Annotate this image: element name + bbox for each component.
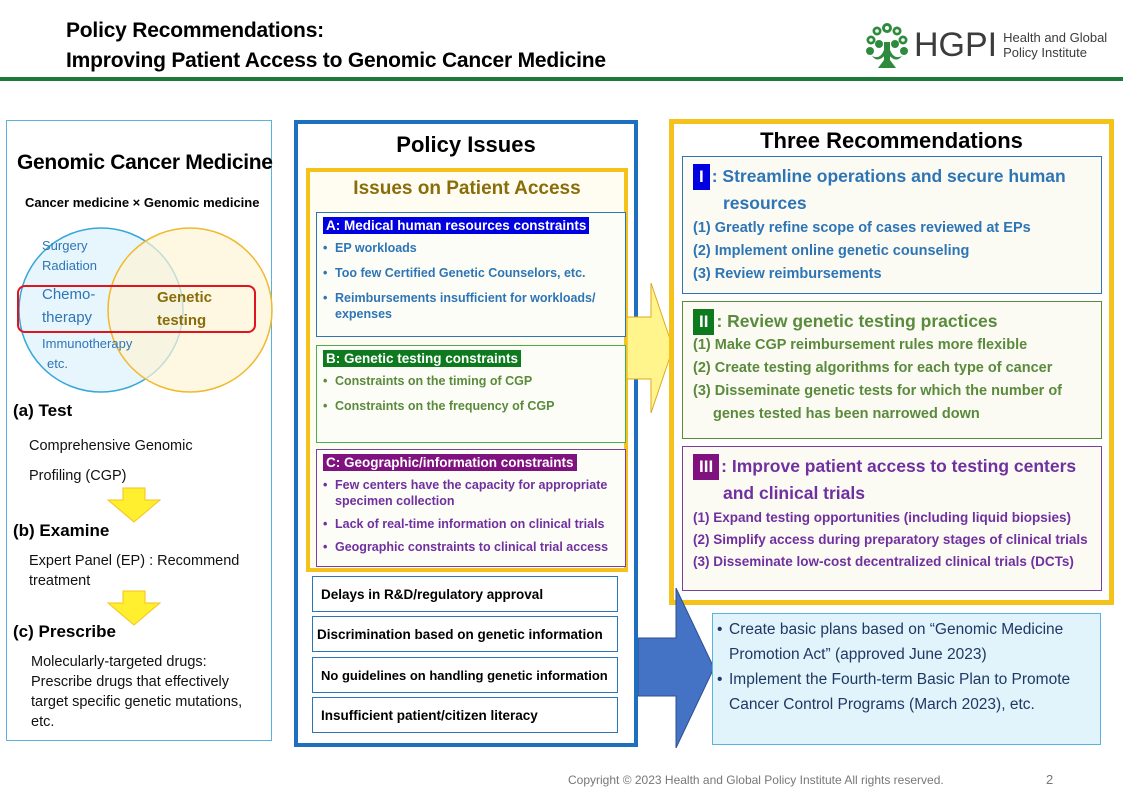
step-prescribe-text: [31, 652, 242, 732]
tree-logo-icon: [864, 20, 910, 70]
step-examine-line-1: Expert Panel (EP) : Recommend: [29, 553, 240, 569]
recommendation-1-heading-line-2: resources: [723, 193, 807, 213]
down-arrow-icon: [107, 487, 161, 523]
issue-group-a-header: A: Medical human resources constraints: [323, 217, 589, 234]
step-prescribe-heading: (c) Prescribe: [13, 622, 116, 641]
policy-issues-panel: [294, 120, 638, 747]
panel-title: Genomic Cancer Medicine: [17, 151, 273, 174]
recommendation-3-items: [693, 507, 1088, 573]
other-issue-item: Delays in R&D/regulatory approval: [312, 576, 618, 612]
step-test-line-2: Profiling (CGP): [29, 468, 127, 484]
list-item: • Reimbursements insufficient for workloads/ expenses: [323, 290, 625, 322]
list-item: • Too few Certified Genetic Counselors, etc.: [323, 265, 625, 281]
patient-access-box: [306, 168, 628, 572]
recommendation-3: [682, 446, 1102, 591]
step-prescribe-line-3: target specific genetic mutations,: [31, 694, 243, 710]
list-item: • Lack of real-time information on clinical trials: [323, 516, 625, 532]
step-prescribe-line-2: Prescribe drugs that effectively: [31, 674, 229, 690]
venn-label-surgery: Surgery: [42, 238, 88, 253]
venn-label-immunotherapy: Immunotherapy: [42, 336, 133, 351]
recommendation-1-heading-line-1: : Streamline operations and secure human: [711, 166, 1066, 186]
list-item: (2) Implement online genetic counseling: [693, 243, 970, 259]
list-item: • Few centers have the capacity for appropriate specimen collection: [323, 477, 625, 509]
step-examine-line-2: treatment: [29, 573, 91, 589]
other-issue-item: Insufficient patient/citizen literacy: [312, 697, 618, 733]
list-item: (3) Disseminate low-cost decentralized clinical trials (DCTs): [693, 554, 1074, 569]
venn-label-chemo: Chemo-: [42, 286, 96, 303]
issue-group-b: [316, 345, 626, 443]
list-item: • Constraints on the frequency of CGP: [323, 398, 625, 414]
list-item: • Geographic constraints to clinical trial access: [323, 539, 625, 555]
patient-access-title: Issues on Patient Access: [353, 178, 581, 199]
issue-group-b-list: [323, 373, 625, 414]
venn-label-testing: testing: [157, 312, 207, 329]
title-line-2: Improving Patient Access to Genomic Cancer Medicine: [66, 49, 606, 72]
list-item: • Create basic plans based on “Genomic Medicine Promotion Act” (approved June 2023): [717, 617, 1094, 667]
recommendation-3-badge: III: [693, 454, 719, 480]
venn-diagram: [7, 217, 273, 407]
list-item: • Constraints on the timing of CGP: [323, 373, 625, 389]
venn-label-therapy: therapy: [42, 309, 93, 326]
list-item: • Implement the Fourth-term Basic Plan to Promote Cancer Control Programs (March 2023), etc.: [717, 667, 1094, 717]
list-item: (2) Create testing algorithms for each type of cancer: [693, 360, 1053, 376]
step-prescribe-line-4: etc.: [31, 714, 55, 730]
step-examine-text: [29, 551, 239, 591]
issue-group-c-header: C: Geographic/information constraints: [323, 454, 577, 471]
list-item: (3) Review reimbursements: [693, 266, 882, 282]
genomic-medicine-circle: [108, 228, 272, 392]
list-item: (2) Simplify access during preparatory stages of clinical trials: [693, 532, 1088, 547]
issue-group-a: [316, 212, 626, 337]
step-test-line-1: Comprehensive Genomic: [29, 438, 193, 454]
recommendation-2-heading-line-1: : Review genetic testing practices: [716, 311, 998, 331]
issue-group-c-list: [323, 477, 625, 555]
recommendation-2-heading: [693, 308, 998, 335]
step-test-text: [29, 431, 193, 491]
venn-label-radiation: Radiation: [42, 258, 97, 273]
recommendation-1: [682, 156, 1102, 294]
recommendation-3-heading-line-1: : Improve patient access to testing centers: [721, 456, 1077, 476]
logo-subtitle: [1003, 30, 1107, 60]
basic-plans-box: [712, 613, 1101, 745]
venn-label-etc: etc.: [47, 356, 68, 371]
list-item: • EP workloads: [323, 240, 625, 256]
copyright-text: Copyright © 2023 Health and Global Policy Institute All rights reserved.: [568, 773, 944, 787]
other-issue-item: No guidelines on handling genetic information: [312, 657, 618, 693]
title-divider: [0, 77, 1123, 81]
list-item: (3) Disseminate genetic tests for which the number of genes tested has been narrowed down: [693, 383, 1063, 422]
recommendation-2-items: [693, 334, 1088, 426]
step-prescribe-line-1: Molecularly-targeted drugs:: [31, 654, 207, 670]
logo-subtitle-line-1: Health and Global: [1003, 30, 1108, 45]
recommendation-3-heading: [693, 453, 1076, 506]
list-item: (1) Make CGP reimbursement rules more flexible: [693, 337, 1028, 353]
recommendation-2-badge: II: [693, 309, 714, 335]
recommendation-1-heading: [693, 163, 1066, 216]
list-item: (1) Expand testing opportunities (including liquid biopsies): [693, 510, 1071, 525]
recommendations-title: Three Recommendations: [760, 128, 1023, 153]
list-item: (1) Greatly refine scope of cases reviewed at EPs: [693, 220, 1031, 236]
right-arrow-yellow-icon: [627, 283, 675, 413]
panel-subtitle: Cancer medicine × Genomic medicine: [25, 195, 260, 210]
page-number: 2: [1046, 772, 1054, 787]
recommendation-2: [682, 301, 1102, 439]
down-arrow-icon: [107, 590, 161, 626]
step-examine-heading: (b) Examine: [13, 521, 110, 540]
genomic-cancer-medicine-panel: [6, 120, 272, 741]
logo-subtitle-line-2: Policy Institute: [1003, 45, 1087, 60]
recommendation-1-badge: I: [693, 164, 710, 190]
hgpi-logo: [864, 19, 1107, 71]
recommendation-3-heading-line-2: and clinical trials: [723, 483, 865, 503]
logo-wordmark: HGPI: [914, 25, 998, 64]
policy-issues-title: Policy Issues: [396, 132, 536, 157]
venn-label-genetic: Genetic: [157, 289, 213, 306]
issue-group-a-list: [323, 240, 625, 322]
title-line-1: Policy Recommendations:: [66, 19, 324, 42]
step-test-heading: (a) Test: [13, 401, 73, 420]
recommendation-1-items: [693, 217, 1031, 286]
issue-group-c: [316, 449, 626, 567]
right-arrow-blue-icon: [638, 588, 716, 748]
other-issue-item: Discrimination based on genetic information: [312, 616, 618, 652]
issue-group-b-header: B: Genetic testing constraints: [323, 350, 521, 367]
recommendations-panel: [669, 119, 1114, 605]
slide-title: [66, 16, 606, 76]
